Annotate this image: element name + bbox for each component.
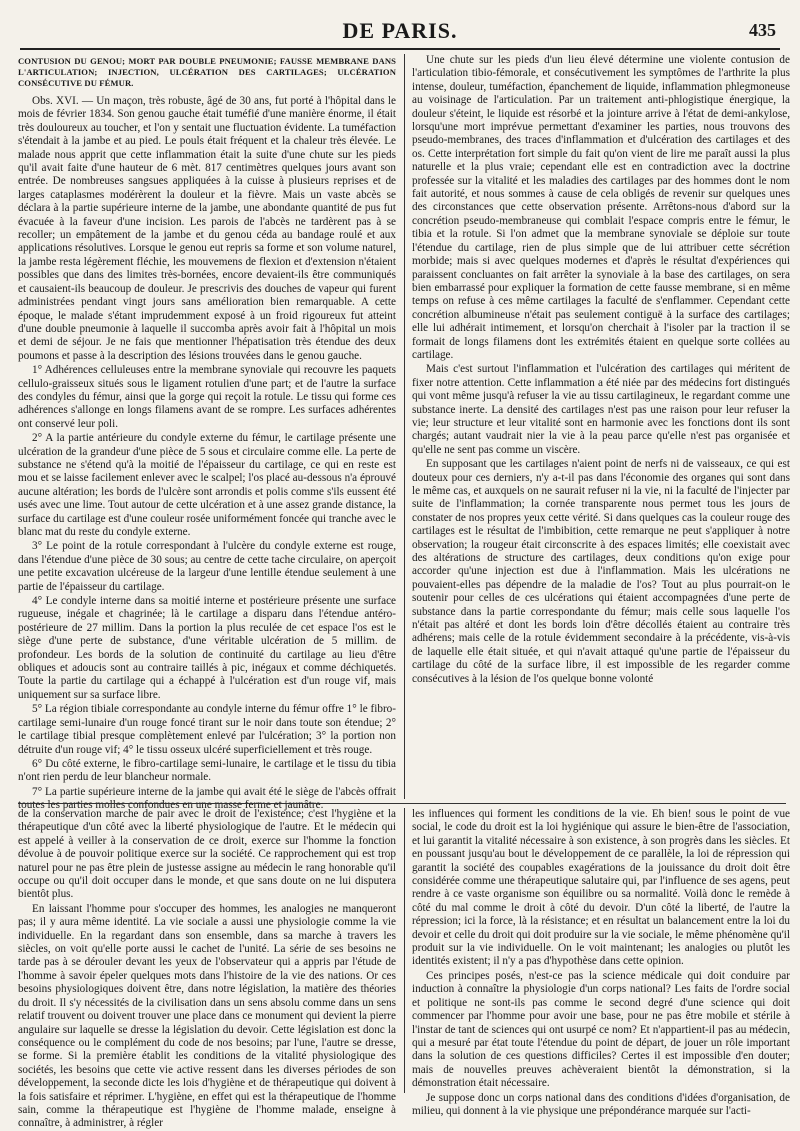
paragraph: 6° Du côté externe, le fibro-cartilage semi-lunaire, le cartilage et le tissu du tibia n'ont rien perdu de leur blancheur normale. bbox=[18, 757, 396, 784]
paragraph: En supposant que les cartilages n'aient point de nerfs ni de vaisseaux, ce qui est douteux pour ces derniers, n'y a-t-il pas dans l'économie des organes qui sont dans le même cas, et auxquels on ne saurait refuser ni la vie, ni la faculté de l'injecter par suite de l'inflammation; la cornée transparente nous permet tous les jours de constater de nos propres yeux cette vérité. Si dans quelques cas la couleur rouge des cartilages est le résultat de l'imbibition, cette remarque ne peut s'appliquer à notre observation; la rougeur était circonscrite à des espaces limités; elle coexistait avec des altérations de structure des cartilages, deux conditions qu'on exige pour accorder qu'une injection est due à l'inflammation. Mais les ulcérations ne pouvaient-elles pas dépendre de la maladie de l'os? Tout au plus pourrait-on le soutenir pour celles de ces ulcérations qui étaient accompagnées d'une perte de substance dans la partie correspondante du fémur; mais celle sous laquelle l'os n'était pas altéré et dont les bords loin d'être décollés étaient au contraire très adhérens; mais celle de la rotule évidemment secondaire à la précédente, vis-à-vis de laquelle elle était située, et qui n'avait attaqué qu'une partie de l'épaisseur du cartilage du côté de la surface libre, il est impossible de les regarder comme consécutives à la lésion de l'os quelque bonne volonté bbox=[412, 458, 790, 685]
column-divider bbox=[404, 54, 405, 799]
left-column bbox=[18, 54, 396, 812]
article-heading: CONTUSION DU GENOU; MORT PAR DOUBLE PNEUMONIE; FAUSSE MEMBRANE DANS L'ARTICULATION; INJECTION, ULCÉRATION DES CARTILAGES; ULCÉRATION CONSÉCUTIVE DU FÉMUR. bbox=[18, 56, 396, 88]
section-divider bbox=[18, 803, 786, 804]
paragraph: Une chute sur les pieds d'un lieu élevé détermine une violente contusion de l'articulation tibio-fémorale, et consécutivement les symptômes de l'arthrite la plus intense, douleur, tuméfaction, épanchement de liquide, inflammation phlegmoneuse au voisinage de l'articulation. Par un traitement anti-phlogistique énergique, la douleur s'éteint, le liquide est résorbé et la jointure arrive à l'état de demi-ankylose, lorsqu'une mort imprévue permettant d'examiner les parties, nous trouvons des pseudo-membranes, des traces d'inflammation et d'ulcération des cartilages et des os. Cette interprétation fort simple du fait qu'on vient de lire me paraît aussi la plus naturelle et la plus vraie; cependant elle est en contradiction avec la doctrine professée sur la vitalité et les maladies des cartilages par des hommes dont le nom fait autorité, et nous sommes à cause de cela obligés de revenir sur quelques unes des circonstances que cette observation présente. Arrêtons-nous d'abord sur la concrétion pseudo-membraneuse qui comblait l'espace compris entre le fémur, le tibia et la rotule. Si l'on admet que la membrane synoviale se déploie sur toute l'étendue du cartilage, rien de plus simple que de lui attribuer cette sécrétion morbide; mais si avec quelques modernes et d'après le résultat d'expériences qui paraissent concluantes on fait arrêter la synoviale à la base des cartilages, on sera bien embarrassé pour expliquer la formation de cette fausse membrane, si en même temps on refuse à ces même cartilages la faculté de s'enflammer. Cependant cette concrétion albumineuse n'était pas seulement contiguë à la surface des cartilages; elle lui adhérait intimement, et lorsqu'on cherchait à l'isoler par la traction il se formait de longs filamens dont les extrémités étaient en quelque sorte collées au cartilage. bbox=[412, 54, 790, 361]
right-column bbox=[412, 54, 790, 799]
paragraph: Obs. XVI. — Un maçon, très robuste, âgé de 30 ans, fut porté à l'hôpital dans le mois de février 1834. Son genou gauche était tuméfié d'une manière énorme, il était très douloureux au toucher, et l'on y sentait une fluctuation évidente. La tuméfaction s'étendait à la jambe et au pied. Le pouls était fréquent et la chaleur très élevée. Le malade nous apprit que cette inflammation était la suite d'une chute sur les pieds qu'il avait faite d'une hauteur de 6 mèt. 817 centimètres quelques jours avant son entrée. De nombreuses sangsues appliquées à la cuisse à plusieurs reprises et de larges cataplasmes modérèrent la douleur et la fièvre. Mais un vaste abcès se déclara à la partie supérieure interne de la jambe, une abondante quantité de pus fut évacuée à la faveur d'une incision. Les parois de l'abcès ne tardèrent pas à se recoller; un empâtement de la jambe et du genou céda au bandage roulé et aux applications résolutives. Lorsque le genou eut repris sa forme et son volume naturel, la jambe resta légèrement fléchie, les mouvemens de flexion et d'extension n'étaient possibles que dans des limites très-bornées, encore devaient-ils être communiqués et causaient-ils beaucoup de douleur. Je prescrivis des douches de vapeur qui furent administrées pendant vingt jours sans amélioration bien remarquable. A cette époque, le malade s'étant imprudemment exposé à un froid rigoureux fut atteint d'une double pneumonie à laquelle il succomba après avoir fait à l'hôpital un mois et demi de séjour. Je ne fais que mentionner l'hépatisation très étendue des deux poumons et passe à la description des lésions trouvées dans le genou gauche. bbox=[18, 95, 396, 362]
bottom-left-column bbox=[18, 808, 396, 1130]
masthead-title: DE PARIS. bbox=[342, 18, 458, 43]
paragraph: de la conservation marche de pair avec le droit de l'existence; c'est l'hygiène et la thérapeutique d'un côté avec la liberté physiologique de l'autre. Et le médecin qui est appelé à veiller à la conservation de ce droit, exerce sur l'homme la fonction dévolue à de pouvoir politique exerce sur la société. Ce rapprochement qui est trop naturel pour ne pas être plein de justesse assigne au médecin le rang honorable qu'il occupe ou qu'il doit occuper dans le monde, et que sans doute on ne lui disputera bientôt plus. bbox=[18, 808, 396, 901]
paragraph: Je suppose donc un corps national dans des conditions d'idées d'organisation, de milieu, qui donnent à la vie physique une prépondérance marquée sur l'acti- bbox=[412, 1091, 790, 1117]
paragraph: 2° A la partie antérieure du condyle externe du fémur, le cartilage présente une ulcération de la grandeur d'une pièce de 5 sous et circulaire comme elle. La perte de substance ne s'étend qu'à la moitié de l'épaisseur du cartilage, ce qui en reste est mou et se laisse facilement enlever avec le scalpel; l'os placé au-dessous n'a éprouvé aucune altération; les bords de l'ulcère sont arrondis et polis comme s'ils eussent été usés avec une lime. Tout autour de cette ulcération et à une assez grande distance, la surface du cartilage est d'une couleur rosée uniformément foncée qui tranche avec le blanc mat du reste du condyle externe. bbox=[18, 432, 396, 538]
column-divider bbox=[404, 808, 405, 1093]
bottom-columns bbox=[18, 808, 790, 1130]
paragraph: 4° Le condyle interne dans sa moitié interne et postérieure présente une surface rugueuse, inégale et chagrinée; là le cartilage a disparu dans l'étendue antéro-postérieure de 27 millim. Dans la portion la plus reculée de cet espace l'os est le siège d'une perte de substance, d'une véritable ulcération de 5 millim. de profondeur. Les bords de la solution de continuité du cartilage au lieu d'être obliques et adoucis sont au contraire taillés à pic, inégaux et comme déchiquetés. Toute la partie du cartilage qui a échappé à l'ulcération est d'un rouge vif, mais uniquement sur sa surface libre. bbox=[18, 595, 396, 701]
paragraph: Ces principes posés, n'est-ce pas la science médicale qui doit conduire par induction à connaître la physiologie d'un corps national? Les faits de l'ordre social et politique ne sont-ils pas comme le second degré d'une science qui doit commencer par l'homme pour avoir une base, pour ne pas être mobile et stérile à l'instar de tant de sciences qui ont usurpé ce nom? Et n'appartient-il pas au médecin, qui a mesuré par état toute l'étendue du point de départ, de jouer un rôle important dans la solution de ces questions difficiles? Certes il est impossible d'en douter; mais de nouvelles preuves achèveraient bientôt la démonstration, si la démonstration était nécessaire. bbox=[412, 969, 790, 1090]
paragraph: Mais c'est surtout l'inflammation et l'ulcération des cartilages qui méritent de fixer notre attention. Cette inflammation a été niée par des médecins fort distingués qui vont même jusqu'à refuser la vie au tissu cartilagineux, le regardant comme une substance inerte. La densité des cartilages n'est pas une raison pour leur refuser la vie; leur structure et leur vitalité sont en harmonie avec les fonctions dont ils sont chargés; autant vaudrait nier la vie à la peau parce qu'elle n'est pas organisée et qu'elle ne sent pas comme un viscère. bbox=[412, 363, 790, 456]
top-columns bbox=[18, 54, 790, 812]
paragraph: les influences qui forment les conditions de la vie. Eh bien! sous le point de vue social, le code du droit est la loi hygiénique qui assure le bien-être de l'association, et lui garantit la vitalité nécessaire à son existence, à son progrès dans les siècles. Et en poussant jusqu'au bout le développement de ce parallèle, la loi de répression qui garantit la société des coupables exagérations de la jouissance du droit doit être considérée comme une thérapeutique salutaire qui, par l'influence de ses agens, peut rendre à ce vaste organisme son équilibre ou sa normalité. Voilà donc le remède à côté du mal comme le droit à côté du devoir. D'un côté la liberté, de l'autre la répression; ici la force, là la résistance; et en résultat un balancement entre la loi du devoir et celle du droit qui doit produire sur la vie sociale, le même phénomène qu'il produit sur la vie individuelle. On le voit maintenant; les analogies ou plutôt les identités existent; il n'y a pas d'hypothèse dans cette opinion. bbox=[412, 808, 790, 968]
paragraph: En laissant l'homme pour s'occuper des hommes, les analogies ne manqueront pas; il y aura même identité. La vie sociale a aussi une physiologie comme la vie individuelle. En la regardant dans son ensemble, dans sa marche à travers les siècles, on voit qu'elle porte aussi le cachet de l'unité. La série de ses besoins ne tarde pas à se dérouler devant les yeux de l'observateur qui a appris par l'étude de l'homme à savoir épeler quelques mots dans l'histoire de la vie des nations. Or ces besoins physiologiques doivent être, dans notre législation, la matière des théories du droit. Il s'y nécessités de la civilisation dans un sens absolu comme dans un sens relatif trouvent ou doivent trouver une place dans ce monument qui devient la pierre angulaire sur laquelle se dresse la législation du devoir. Cette législation est donc la conséquence ou le complément du code de nos besoins; par l'une, l'autre se dresse, se forme. Si la première établit les conditions de la vitalité physiologique des sociétés, les besoins que cette vie active ressent dans les diverses périodes de son développement, la seconde dicte les lois d'hygiène et de thérapeutique qui doivent à la fois satisfaire et réprimer. L'hygiène, en effet qui est la thérapeutique de l'homme sain, comme la thérapeutique est l'hygiène de l'homme malade, enseigne à connaître, à administrer, à régler bbox=[18, 902, 396, 1130]
paragraph: 5° La région tibiale correspondante au condyle interne du fémur offre 1° le fibro-cartilage semi-lunaire d'un rouge foncé tirant sur le noir dans toute son étendue; 2° le cartilage tibial presque complètement enlevé par l'ulcération; 3° la portion non détruite d'un rouge vif; 4° le tissu osseux ulcéré superficiellement et très rouge. bbox=[18, 703, 396, 756]
paragraph: 7° La partie supérieure interne de la jambe qui avait été le siège de l'abcès offrait toutes les parties molles confondues en une masse ferme et jaunâtre. bbox=[18, 785, 396, 812]
paragraph: 3° Le point de la rotule correspondant à l'ulcère du condyle externe est rouge, dans l'étendue d'une pièce de 30 sous; au centre de cette tache circulaire, on aperçoit une petite excavation ulcéreuse de la largeur d'une lentille étendue seulement à une partie de l'épaisseur du cartilage. bbox=[18, 540, 396, 593]
bottom-right-column bbox=[412, 808, 790, 1117]
paragraph: 1° Adhérences celluleuses entre la membrane synoviale qui recouvre les paquets cellulo-graisseux situés sous le ligament rotulien d'une part; et de l'autre la surface des condyles du fémur, ainsi que la gorge qui reçoit la rotule. Le tissu qui forme ces adhérences s'allonge en longs filamens avant de se rompre. Les surfaces adhérentes ont conservé leur poli. bbox=[18, 364, 396, 430]
masthead bbox=[20, 18, 780, 50]
page-number: 435 bbox=[749, 20, 776, 40]
